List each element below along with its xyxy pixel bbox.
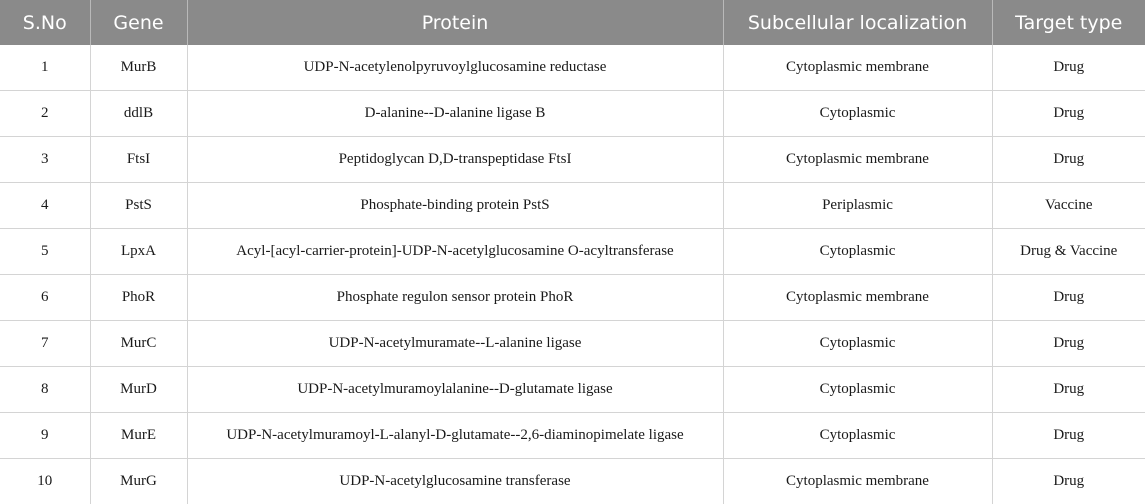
cell-gene: FtsI [90, 137, 187, 183]
cell-protein: UDP-N-acetylmuramoylalanine--D-glutamate ligase [187, 367, 723, 413]
cell-sno: 7 [0, 321, 90, 367]
cell-target-type: Drug [992, 459, 1145, 504]
cell-sno: 10 [0, 459, 90, 504]
cell-localization: Cytoplasmic [723, 229, 992, 275]
cell-target-type: Drug [992, 45, 1145, 91]
cell-gene: PstS [90, 183, 187, 229]
cell-gene: MurG [90, 459, 187, 504]
header-target-type: Target type [992, 0, 1145, 45]
cell-target-type: Drug [992, 321, 1145, 367]
cell-sno: 3 [0, 137, 90, 183]
cell-protein: Phosphate-binding protein PstS [187, 183, 723, 229]
cell-localization: Cytoplasmic membrane [723, 45, 992, 91]
cell-target-type: Drug [992, 137, 1145, 183]
cell-sno: 1 [0, 45, 90, 91]
cell-target-type: Drug [992, 367, 1145, 413]
cell-protein: UDP-N-acetylenolpyruvoylglucosamine reductase [187, 45, 723, 91]
cell-sno: 4 [0, 183, 90, 229]
cell-localization: Cytoplasmic [723, 413, 992, 459]
table-row [0, 413, 1145, 459]
cell-target-type: Drug [992, 91, 1145, 137]
header-subcellular-localization: Subcellular localization [723, 0, 992, 45]
table-row [0, 45, 1145, 91]
cell-localization: Cytoplasmic membrane [723, 275, 992, 321]
cell-target-type: Drug [992, 275, 1145, 321]
table-row [0, 321, 1145, 367]
cell-sno: 2 [0, 91, 90, 137]
header-sno: S.No [0, 0, 90, 45]
cell-localization: Cytoplasmic [723, 321, 992, 367]
table-row [0, 91, 1145, 137]
cell-localization: Cytoplasmic [723, 91, 992, 137]
cell-protein: Peptidoglycan D,D-transpeptidase FtsI [187, 137, 723, 183]
table-row [0, 229, 1145, 275]
cell-target-type: Drug [992, 413, 1145, 459]
table-row [0, 459, 1145, 504]
cell-gene: MurD [90, 367, 187, 413]
table-body [0, 45, 1145, 504]
cell-sno: 6 [0, 275, 90, 321]
cell-protein: Acyl-[acyl-carrier-protein]-UDP-N-acetylglucosamine O-acyltransferase [187, 229, 723, 275]
cell-gene: MurE [90, 413, 187, 459]
cell-sno: 5 [0, 229, 90, 275]
cell-protein: UDP-N-acetylglucosamine transferase [187, 459, 723, 504]
cell-localization: Cytoplasmic membrane [723, 137, 992, 183]
cell-target-type: Drug & Vaccine [992, 229, 1145, 275]
cell-protein: UDP-N-acetylmuramate--L-alanine ligase [187, 321, 723, 367]
header-gene: Gene [90, 0, 187, 45]
cell-target-type: Vaccine [992, 183, 1145, 229]
cell-localization: Cytoplasmic membrane [723, 459, 992, 504]
cell-sno: 9 [0, 413, 90, 459]
table-row [0, 137, 1145, 183]
cell-gene: MurB [90, 45, 187, 91]
table-row [0, 367, 1145, 413]
cell-protein: Phosphate regulon sensor protein PhoR [187, 275, 723, 321]
cell-localization: Cytoplasmic [723, 367, 992, 413]
table-row [0, 275, 1145, 321]
table-header [0, 0, 1145, 45]
cell-localization: Periplasmic [723, 183, 992, 229]
cell-sno: 8 [0, 367, 90, 413]
table-row [0, 183, 1145, 229]
cell-gene: LpxA [90, 229, 187, 275]
header-protein: Protein [187, 0, 723, 45]
cell-protein: UDP-N-acetylmuramoyl-L-alanyl-D-glutamate--2,6-diaminopimelate ligase [187, 413, 723, 459]
cell-protein: D-alanine--D-alanine ligase B [187, 91, 723, 137]
header-row [0, 0, 1145, 45]
cell-gene: PhoR [90, 275, 187, 321]
cell-gene: MurC [90, 321, 187, 367]
cell-gene: ddlB [90, 91, 187, 137]
